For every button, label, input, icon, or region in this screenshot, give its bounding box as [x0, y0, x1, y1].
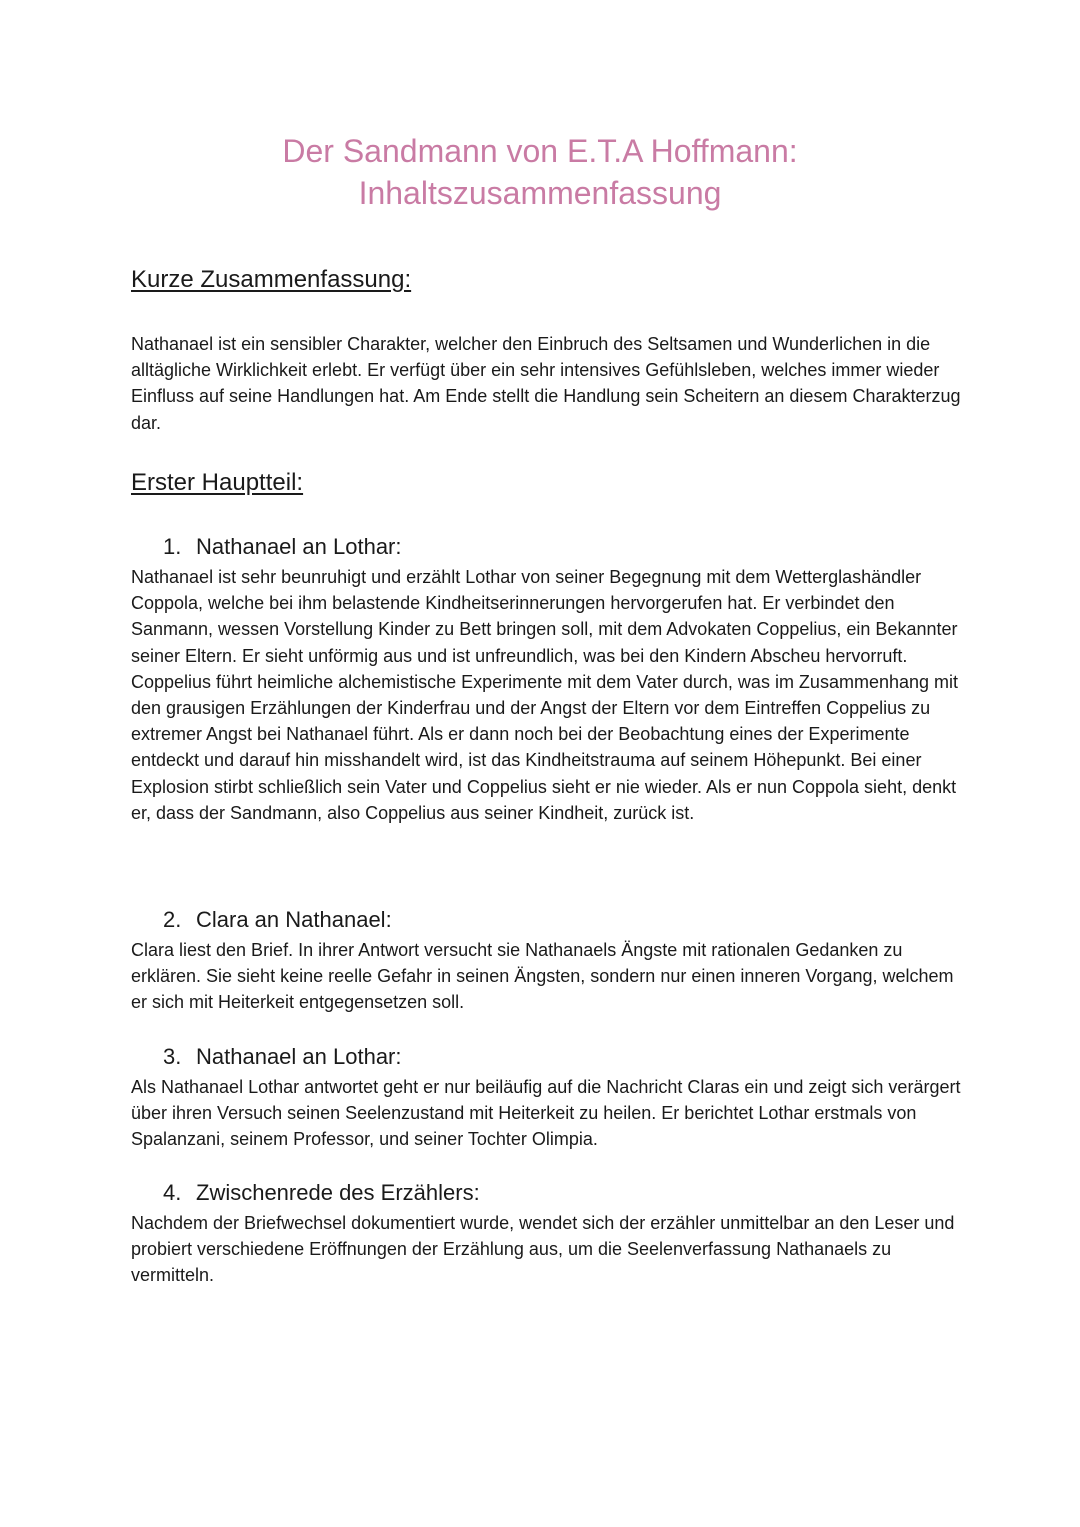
- short-summary-text: [131, 331, 961, 436]
- item-number: 1.: [163, 534, 182, 559]
- paragraph: Nathanael ist sehr beunruhigt und erzählt Lothar von seiner Begegnung mit dem Wetterglashändler Coppola, welche bei ihm belastende Kindheitserinnerungen hervorgerufen hat. Er verbindet den Sanmann, wessen Vorstellung Kinder zu Bett bringen soll, mit dem Advokaten Coppelius, ein Bekannter seiner Eltern. Er sieht unförmig aus und ist unfreundlich, was bei den Kindern Abscheu hervorruft.: [131, 567, 958, 666]
- paragraph: Nathanael ist ein sensibler Charakter, welcher den Einbruch des Seltsamen und Wunderlichen in die alltägliche Wirklichkeit erlebt. Er verfügt über ein sehr intensives Gefühlsleben, welches immer wieder Einfluss auf seine Handlungen hat. Am Ende stellt die Handlung sein Scheitern an diesem Charakterzug dar.: [131, 334, 961, 433]
- item-body-1: [131, 564, 961, 826]
- item-title: Nathanael an Lothar:: [196, 1044, 402, 1069]
- paragraph: Nachdem der Briefwechsel dokumentiert wurde, wendet sich der erzähler unmittelbar an den Leser und probiert verschiedene Eröffnungen der Erzählung aus, um die Seelenverfassung Nathanaels zu vermitteln.: [131, 1213, 955, 1286]
- document-title: [0, 130, 1080, 214]
- item-title: Clara an Nathanael:: [196, 907, 392, 932]
- paragraph: Als Nathanael Lothar antwortet geht er nur beiläufig auf die Nachricht Claras ein und zeigt sich verärgert über ihren Versuch seinen Seelenzustand mit Heiterkeit zu heilen. Er berichtet Lothar erstmals von Spalanzani, seinem Professor, und seiner Tochter Olimpia.: [131, 1077, 961, 1150]
- item-title: Zwischenrede des Erzählers:: [196, 1180, 480, 1205]
- item-heading-1: [163, 533, 402, 561]
- heading-short-summary: Kurze Zusammenfassung:: [131, 266, 412, 293]
- item-number: 3.: [163, 1044, 182, 1069]
- item-number: 2.: [163, 907, 182, 932]
- title-line-1: Der Sandmann von E.T.A Hoffmann:: [282, 133, 798, 169]
- item-heading-4: [163, 1179, 480, 1207]
- item-heading-3: [163, 1043, 402, 1071]
- paragraph: Coppelius führt heimliche alchemistische Experimente mit dem Vater durch, was im Zusammenhang mit den grausigen Erzählungen der Kinderfrau und der Angst der Eltern vor dem Eintreffen Coppelius zu extremer Angst bei Nathanael führt. Als er dann noch bei der Beobachtung eines der Experimente entdeckt und darauf hin misshandelt wird, ist das Kindheitstrauma auf seinem Höhepunkt. Bei einer Explosion stirbt schließlich sein Vater und Coppelius sieht er nie wieder. Als er nun Coppola sieht, denkt er, dass der Sandmann, also Coppelius aus seiner Kindheit, zurück ist.: [131, 671, 958, 823]
- item-body-4: [131, 1210, 961, 1289]
- item-body-3: [131, 1074, 961, 1153]
- item-number: 4.: [163, 1180, 182, 1205]
- item-body-2: [131, 937, 961, 1016]
- title-line-2: Inhaltszusammenfassung: [358, 175, 722, 211]
- heading-first-part: Erster Hauptteil:: [131, 469, 304, 496]
- paragraph: Clara liest den Brief. In ihrer Antwort versucht sie Nathanaels Ängste mit rationalen Gedanken zu erklären. Sie sieht keine reelle Gefahr in seinen Ängsten, sondern nur einen inneren Vorgang, welchem er sich mit Heiterkeit entgegensetzen soll.: [131, 940, 954, 1013]
- item-title: Nathanael an Lothar:: [196, 534, 402, 559]
- item-heading-2: [163, 906, 392, 934]
